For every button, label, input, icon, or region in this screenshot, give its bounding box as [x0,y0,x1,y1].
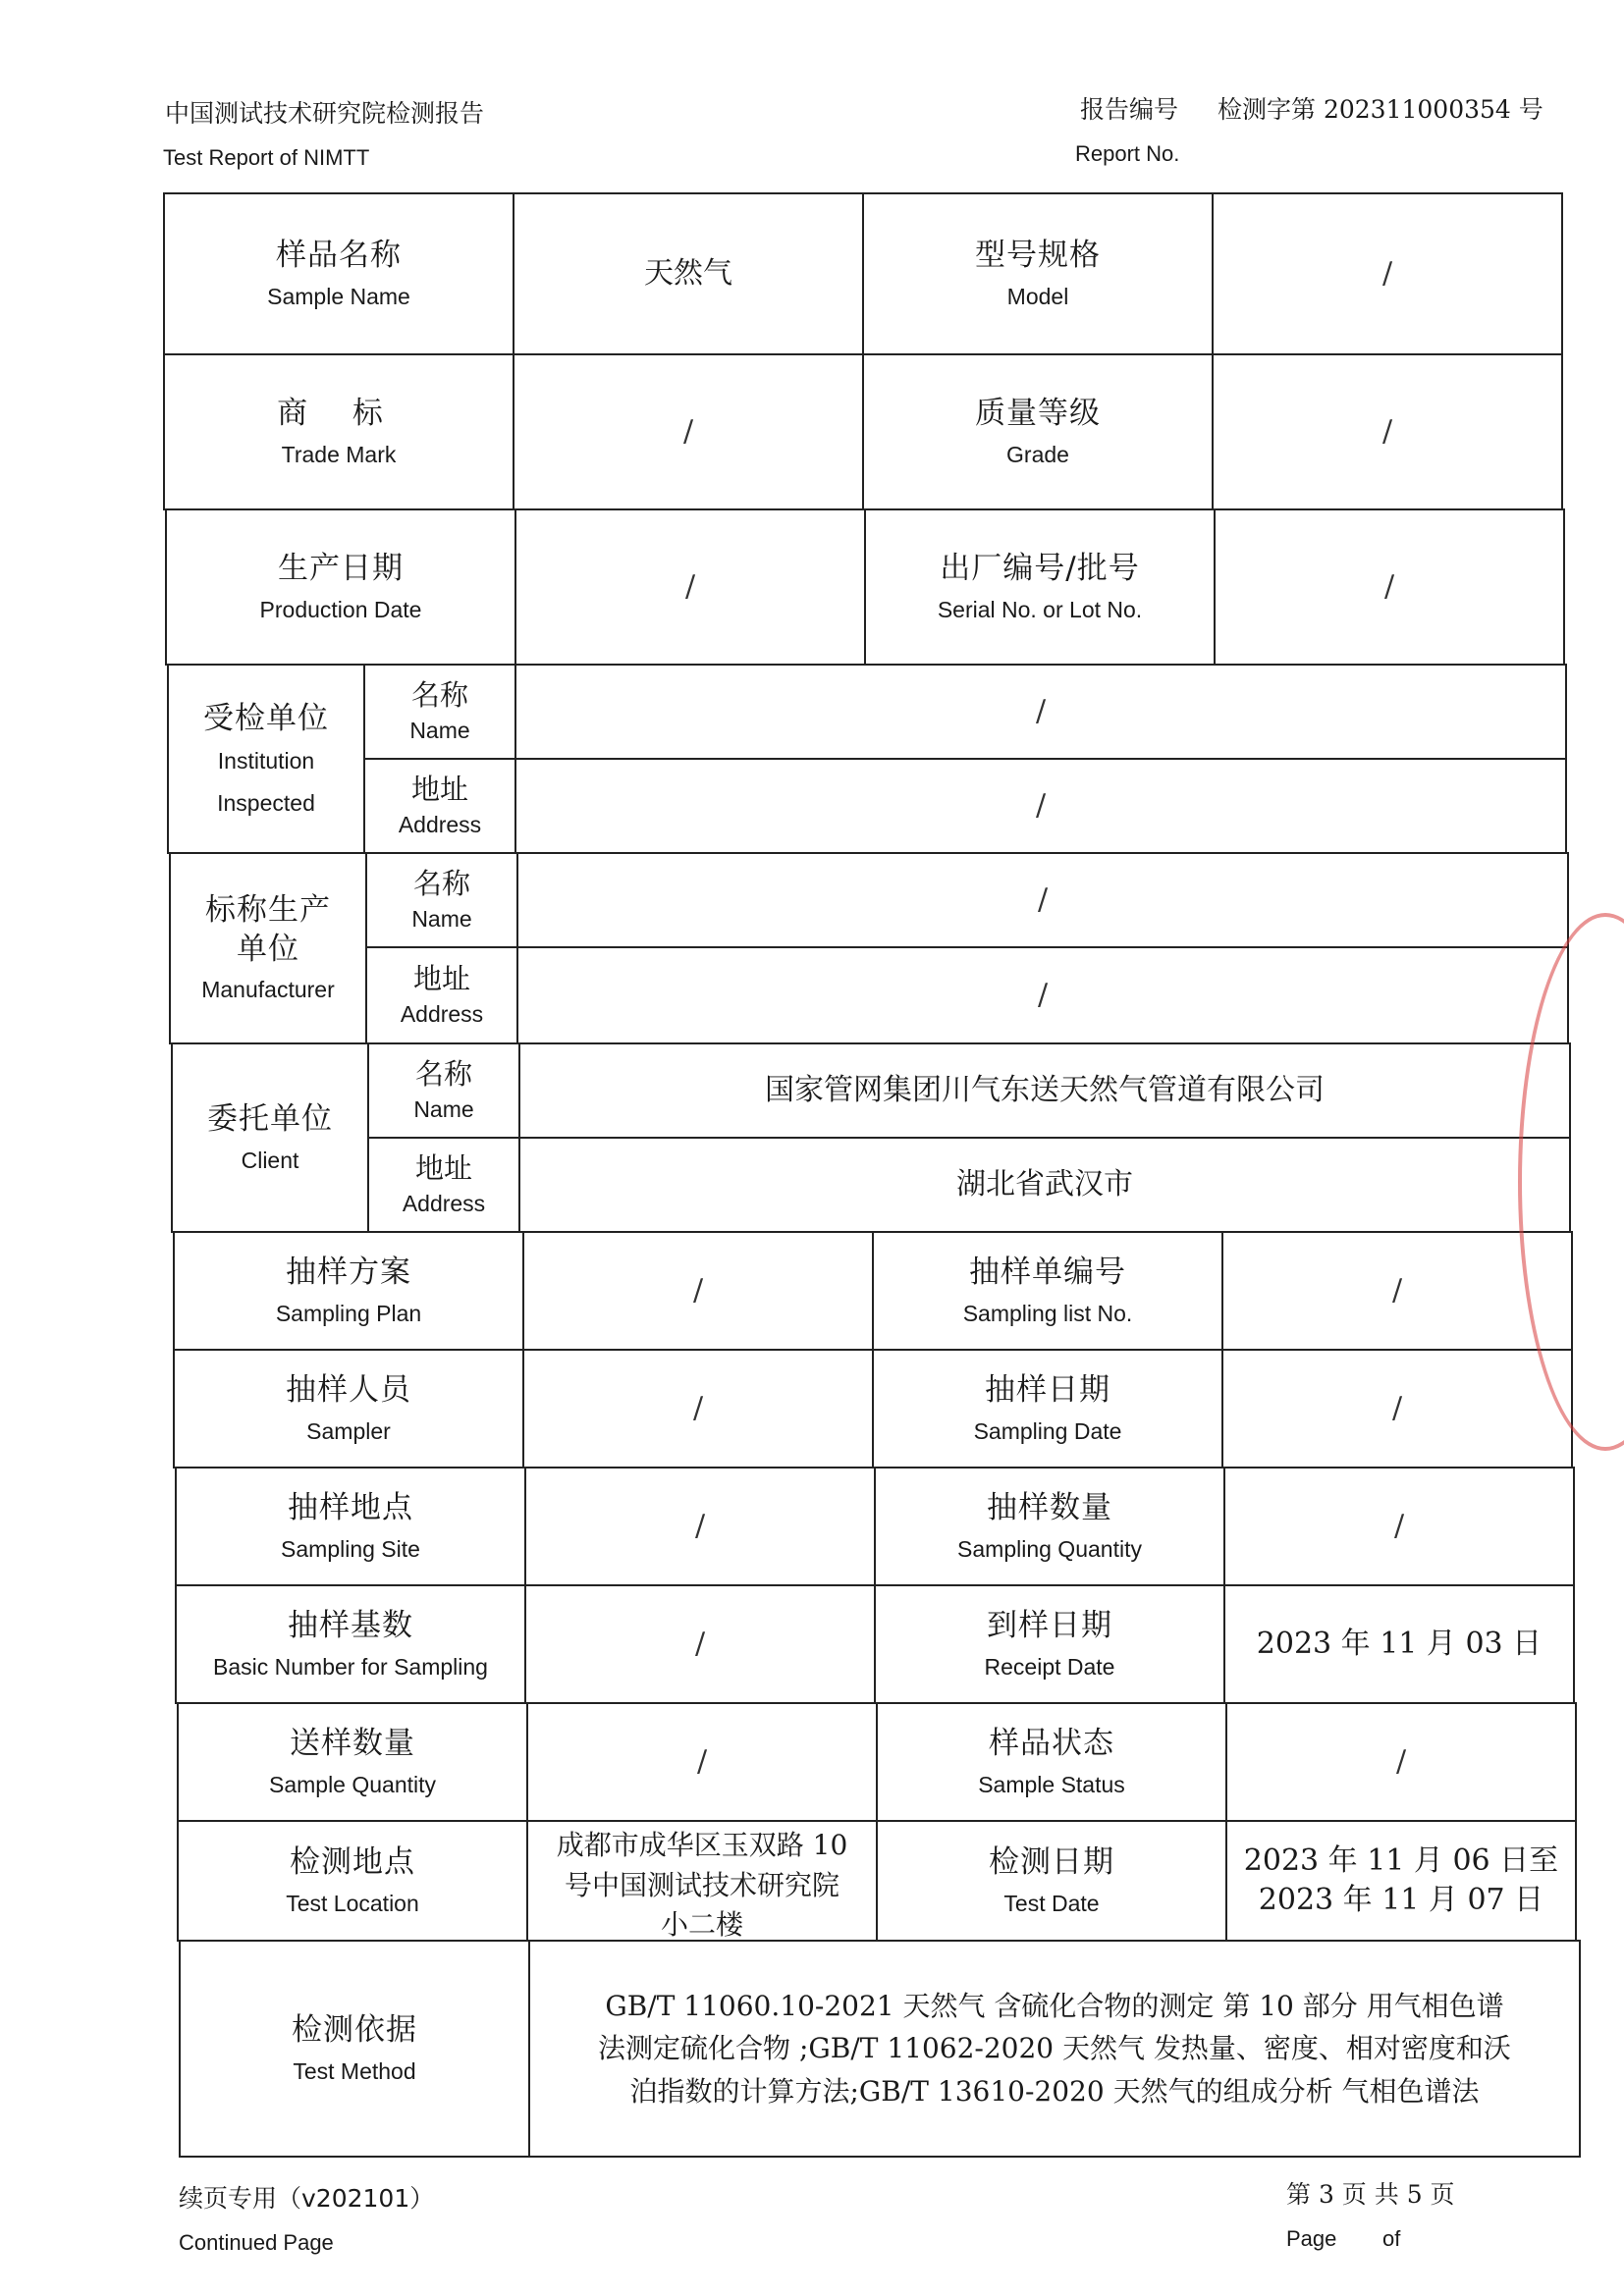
report-no-value: 检测字第 202311000354 号 [1218,95,1543,124]
sample-status-label: 样品状态 Sample Status [876,1702,1227,1822]
institution-address-value: / [514,758,1567,854]
sampling-date-value: / [1221,1349,1573,1468]
org-title-zh: 中国测试技术研究院检测报告 [165,99,485,128]
sampler-value: / [522,1349,874,1468]
report-no-label-en: Report No. [1075,141,1180,166]
sampling-site-value: / [524,1467,876,1586]
serial-no-value: / [1214,508,1565,666]
manufacturer-name-label: 名称 Name [365,852,518,948]
production-date-value: / [514,508,866,666]
report-no-label-zh: 报告编号 [1080,95,1179,124]
model-label: 型号规格 Model [862,192,1214,355]
receipt-date-label: 到样日期 Receipt Date [874,1584,1225,1704]
sample-name-value: 天然气 [513,192,864,355]
sampling-quantity-label: 抽样数量 Sampling Quantity [874,1467,1225,1586]
client-name-value: 国家管网集团川气东送天然气管道有限公司 [518,1042,1571,1139]
sampling-date-label: 抽样日期 Sampling Date [872,1349,1223,1468]
sample-quantity-value: / [526,1702,878,1822]
manufacturer-address-value: / [516,946,1569,1044]
basic-number-value: / [524,1584,876,1704]
institution-name-value: / [514,664,1567,760]
client-name-label: 名称 Name [367,1042,520,1139]
sampling-plan-value: / [522,1231,874,1351]
sample-status-value: / [1225,1702,1577,1822]
serial-no-label: 出厂编号/批号 Serial No. or Lot No. [864,508,1216,666]
test-date-label: 检测日期 Test Date [876,1820,1227,1942]
institution-label: 受检单位 Institution Inspected [167,664,365,854]
receipt-date-value: 2023 年 11 月 03 日 [1223,1584,1575,1704]
test-method-label: 检测依据 Test Method [179,1940,530,2158]
client-address-label: 地址 Address [367,1137,520,1233]
continued-page-en: Continued Page [179,2230,334,2255]
institution-name-label: 名称 Name [363,664,516,760]
sampling-quantity-value: / [1223,1467,1575,1586]
production-date-label: 生产日期 Production Date [165,508,516,666]
sampling-list-no-value: / [1221,1231,1573,1351]
test-location-value: 成都市成华区玉双路 10 号中国测试技术研究院 小二楼 [526,1820,878,1942]
model-value: / [1212,192,1563,355]
sampling-site-label: 抽样地点 Sampling Site [175,1467,526,1586]
grade-value: / [1212,353,1563,510]
test-location-label: 检测地点 Test Location [177,1820,528,1942]
sampling-list-no-label: 抽样单编号 Sampling list No. [872,1231,1223,1351]
client-label: 委托单位 Client [171,1042,369,1233]
trade-mark-label: 商 标 Trade Mark [163,353,514,510]
manufacturer-address-label: 地址 Address [365,946,518,1044]
org-title-en: Test Report of NIMTT [163,145,370,170]
manufacturer-label: 标称生产 单位 Manufacturer [169,852,367,1044]
page-label-en: Page [1286,2226,1337,2251]
trade-mark-value: / [513,353,864,510]
sampler-label: 抽样人员 Sampler [173,1349,524,1468]
manufacturer-name-value: / [516,852,1569,948]
sample-name-label: 样品名称 Sample Name [163,192,514,355]
basic-number-label: 抽样基数 Basic Number for Sampling [175,1584,526,1704]
continued-page-zh: 续页专用（v202101） [179,2184,435,2213]
page-number-zh: 第 3 页 共 5 页 [1286,2180,1455,2209]
test-method-value: GB/T 11060.10-2021 天然气 含硫化合物的测定 第 10 部分 用气相色谱 法测定硫化合物 ;GB/T 11062-2020 天然气 发热量、密度、相对密度和沃 泊指数的计算方法;GB/T 13610-2020 天然气的组成分析 气相色谱法 [528,1940,1581,2158]
test-date-value: 2023 年 11 月 06 日至 2023 年 11 月 07 日 [1225,1820,1577,1942]
institution-address-label: 地址 Address [363,758,516,854]
page-of-label-en: of [1382,2226,1401,2251]
client-address-value: 湖北省武汉市 [518,1137,1571,1233]
sampling-plan-label: 抽样方案 Sampling Plan [173,1231,524,1351]
grade-label: 质量等级 Grade [862,353,1214,510]
sample-quantity-label: 送样数量 Sample Quantity [177,1702,528,1822]
